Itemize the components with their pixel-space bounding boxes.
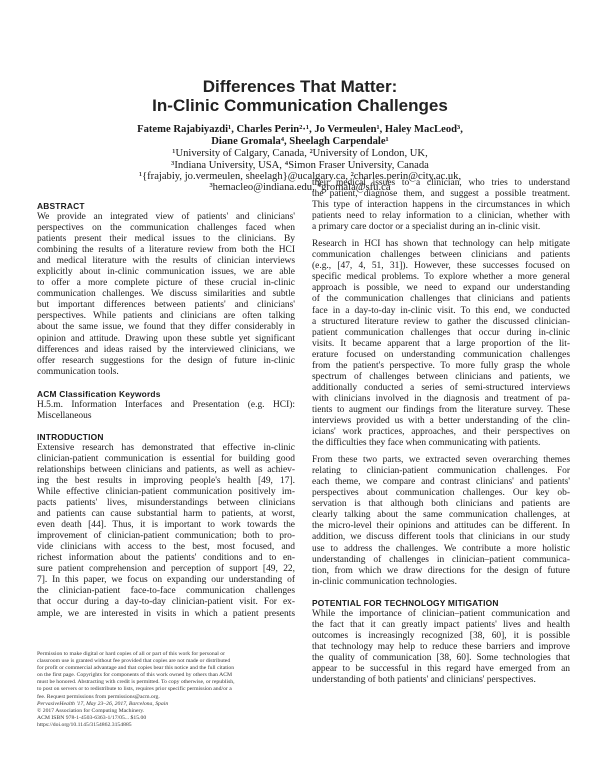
- text-line: While the importance of clinician–patient communication and: [312, 608, 570, 619]
- copyright-footnote: [37, 651, 295, 729]
- text-line: from the patient's perspective. To more fully grasp the whole: [312, 360, 570, 371]
- intro-line: richest information about the patients' conditions and to en-: [37, 553, 295, 564]
- paragraph: [312, 239, 570, 449]
- acm-line: H.5.m. Information Interfaces and Presentation (e.g. HCI):: [37, 399, 295, 410]
- intro-line: vide clinicians with access to the best, most focused, and: [37, 542, 295, 553]
- acm-classification-heading: ACM Classification Keywords: [37, 388, 161, 399]
- acm-line: Miscellaneous: [37, 410, 92, 421]
- text-line: additionally conducted a series of semi-structured interviews: [312, 382, 570, 393]
- footnote-line: to post on servers or to redistribute to lists, requires prior specific permission and/or a: [37, 686, 232, 693]
- text-line: spectrum of challenges between clinicians and patients, we: [312, 371, 570, 382]
- abstract-line: communication tools.: [37, 366, 119, 377]
- abstract-line: combining the results of a literature review from both the HCI: [37, 245, 295, 256]
- footnote-line: on the first page. Copyrights for components of this work owned by others than ACM: [37, 672, 233, 679]
- intro-line: relationships between clinicians and patients, as well as achiev-: [37, 464, 295, 475]
- conference-line: PervasiveHealth '17, May 23–26, 2017, Barcelona, Spain: [37, 700, 169, 707]
- text-line: icians' work practices, approaches, and their perspectives on: [312, 427, 570, 438]
- text-line: tients to augment our findings from the literature survey. These: [312, 404, 570, 415]
- intro-line: and patients can cause substantial harm to patients, at worst,: [37, 509, 295, 520]
- email-line: ³hemacleo@indiana.edu, ⁴gromala@sfu.ca: [209, 182, 391, 193]
- introduction-body: [37, 443, 295, 620]
- text-line: the patient, diagnose them, and suggest a possible treatment.: [312, 189, 570, 200]
- text-line: patients need to relay information to a clinician, whether with: [312, 211, 570, 222]
- text-line: relating to clinician-patient communication challenges. For: [312, 466, 570, 477]
- text-line: Research in HCI has shown that technology can help mitigate: [312, 239, 570, 250]
- intro-line: the clinician-patient face-to-face communication challenges: [37, 586, 295, 597]
- right-column: [312, 178, 570, 686]
- text-line: approach is possible, we need to expand our understanding: [312, 283, 570, 294]
- abstract-line: and medical literature with the results of clinician interviews: [37, 256, 295, 267]
- abstract-line: offer research suggestions for the design of future in-clinic: [37, 355, 295, 366]
- text-line: clearly talking about the same communication challenges, at: [312, 510, 570, 521]
- text-line: From these two parts, we extracted seven overarching themes: [312, 455, 570, 466]
- abstract-line: communication challenges. We discuss similarities and subtle: [37, 289, 295, 300]
- text-line: understanding of challenges in clinician–patient communica-: [312, 554, 570, 565]
- footnote-line: classroom use is granted without fee provided that copies are not made or distributed: [37, 658, 231, 665]
- abstract-line: perspectives. While patients and clinicians are often talking: [37, 311, 295, 322]
- footnote-line: fee. Request permissions from permissions@acm.org.: [37, 693, 160, 700]
- intro-line: even death [44]. Thus, it is important to work towards the: [37, 520, 295, 531]
- affiliation-line: ¹University of Calgary, Canada, ²University of London, UK,: [172, 148, 428, 159]
- intro-line: improvement of clinician-patient communication; both to pro-: [37, 531, 295, 542]
- abstract-heading: ABSTRACT: [37, 201, 85, 211]
- text-line: specific medical problems. To explore whether a more general: [312, 272, 570, 283]
- footnote-line: must be honored. Abstracting with credit is permitted. To copy otherwise, or republish,: [37, 679, 235, 686]
- text-line: visits. It became apparent that a large proportion of the lit-: [312, 338, 570, 349]
- authors-line2: Diane Gromala⁴, Sheelagh Carpendale¹: [211, 136, 389, 147]
- affiliation-line: ³Indiana University, USA, ⁴Simon Fraser University, Canada: [171, 160, 429, 171]
- text-line: tion, from which we draw directions for the design of future: [312, 565, 570, 576]
- text-line: a structured literature review to gather the discussed clinician-: [312, 316, 570, 327]
- abstract-line: We provide an integrated view of patients' and clinicians': [37, 212, 295, 222]
- isbn-line: ACM ISBN 978-1-4503-6363-1/17/05... $15.00: [37, 714, 147, 721]
- paragraph: [312, 178, 570, 233]
- paper-title-line1: Differences That Matter:: [202, 77, 398, 96]
- intro-line: that occur during a day-to-day clinician-patient visit. For ex-: [37, 597, 295, 608]
- intro-line: clinician-patient communication is essential for building good: [37, 453, 295, 464]
- intro-line: ample, we are interested in visits in which a patient presents: [37, 608, 295, 619]
- text-line: the quality of communication [38, 60]. Some technologies that: [312, 652, 570, 663]
- email-line: ¹{frajabiy, jo.vermeulen, sheelagh}@ucalgary.ca, ²charles.perin@city.ac.uk,: [138, 171, 462, 182]
- text-line: their medical issues to a clinician, who tries to understand: [312, 178, 570, 188]
- paragraph: [312, 455, 570, 588]
- doi-link[interactable]: https://doi.org/10.1145/3154862.3154885: [37, 721, 132, 728]
- intro-line: pacts patients' lives, misunderstandings between clinicians: [37, 498, 295, 509]
- abstract-line: differences and ideas raised by the interviewed clinicians, we: [37, 344, 295, 355]
- introduction-heading: INTRODUCTION: [37, 431, 104, 442]
- abstract-line: explicitly about in-clinic communication issues, we are able: [37, 267, 295, 278]
- intro-line: ing the best results in improving people's health [49, 17].: [37, 475, 295, 486]
- text-line: patient communication challenges that occur during in-clinic: [312, 327, 570, 338]
- intro-line: sure patient comprehension and perception of support [49, 22,: [37, 564, 295, 575]
- left-column: [37, 201, 295, 620]
- text-line: interviews provided us with a better understanding of the clin-: [312, 415, 570, 426]
- text-line: face in a day-to-day in-clinic visit. To this end, we conducted: [312, 305, 570, 316]
- intro-line: While effective clinician-patient communication positively im-: [37, 486, 295, 497]
- paragraph: [312, 609, 570, 686]
- text-line: understanding of both patients' and clinicians' perspectives.: [312, 674, 536, 685]
- text-line: of the communication challenges that clinicians and patients: [312, 294, 570, 305]
- abstract-line: perspectives on the communication challenges faced when: [37, 223, 295, 234]
- intro-line: Extensive research has demonstrated that effective in-clinic: [37, 442, 295, 453]
- abstract-line: patients present their medical issues to the clinicians. By: [37, 234, 295, 245]
- text-line: outcomes is increasingly recognized [38, 60], it is possible: [312, 630, 570, 641]
- abstract-line: opinion and attitude. Drawing upon these subtle yet significant: [37, 333, 295, 344]
- abstract-line: about the same issue, we found that they differ considerably in: [37, 322, 295, 333]
- text-line: each theme, we compare and contrast clinicians' and patients': [312, 477, 570, 488]
- text-line: This type of interaction happens in the circumstances in which: [312, 200, 570, 211]
- text-line: servation is that although both clinicians and patients are: [312, 499, 570, 510]
- text-line: perspectives about communication challenges. Our key ob-: [312, 488, 570, 499]
- text-line: communication challenges between clinicians and patients: [312, 250, 570, 261]
- abstract-body: [37, 212, 295, 378]
- footnote-line: for profit or commercial advantage and that copies bear this notice and the full citation: [37, 665, 235, 672]
- text-line: (e.g., [47, 4, 51, 31]). However, these successes focused on: [312, 261, 570, 272]
- text-line: the fact that it can greatly impact patients' lives and health: [312, 619, 570, 630]
- text-line: with clinicians involved in the diagnosis and treatment of pa-: [312, 393, 570, 404]
- text-line: in-clinic communication technologies.: [312, 576, 457, 587]
- copyright-line: © 2017 Association for Computing Machinery.: [37, 707, 145, 714]
- footnote-line: Permission to make digital or hard copies of all or part of this work for personal or: [37, 651, 225, 657]
- text-line: addition, we discuss different tools that clinicians in our study: [312, 532, 570, 543]
- text-line: the difficulties they face when communicating with patients.: [312, 438, 541, 449]
- text-line: that technology may help to reduce these barriers and improve: [312, 641, 570, 652]
- paper-title-line2: In-Clinic Communication Challenges: [152, 96, 448, 115]
- text-line: the micro-level their opinions and attitudes can be different. In: [312, 521, 570, 532]
- abstract-line: to offer a more complete picture of these crucial in-clinic: [37, 278, 295, 289]
- abstract-line: but important differences between patients' and clinicians': [37, 300, 295, 311]
- text-line: erature focused on understanding communication challenges: [312, 349, 570, 360]
- technology-mitigation-heading: POTENTIAL FOR TECHNOLOGY MITIGATION: [312, 597, 499, 608]
- text-line: use to address the challenges. We contribute a more holistic: [312, 543, 570, 554]
- authors-line1: Fateme Rajabiyazdi¹, Charles Perin²·¹, Jo Vermeulen¹, Haley MacLeod³,: [137, 124, 463, 135]
- intro-line: 7]. In this paper, we focus on expanding our understanding of: [37, 575, 295, 586]
- text-line: a primary care doctor or a specialist during an in-clinic visit.: [312, 222, 541, 233]
- text-line: appear to be successful in this regard have emerged from an: [312, 663, 570, 674]
